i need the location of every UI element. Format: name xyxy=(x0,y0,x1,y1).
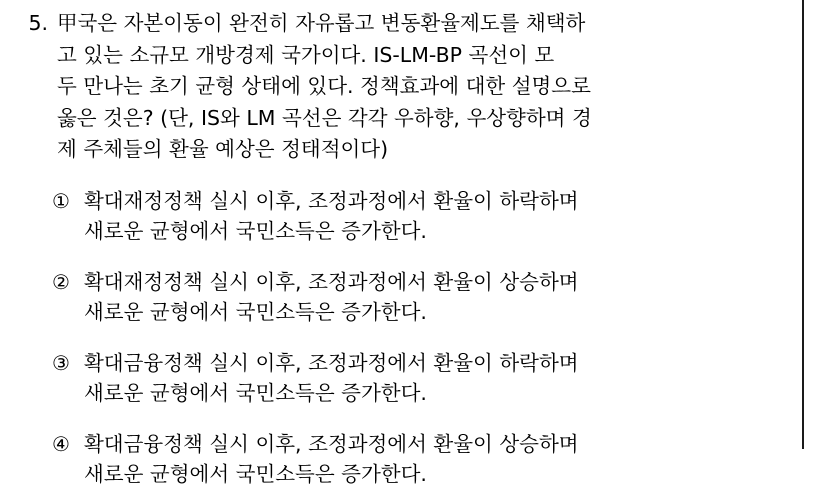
choice-3-line-1: 확대금융정책 실시 이후, 조정과정에서 환율이 하락하며 xyxy=(84,351,579,375)
choice-2-line-1: 확대재정정책 실시 이후, 조정과정에서 환율이 상승하며 xyxy=(84,270,579,294)
question-row xyxy=(14,8,786,166)
question-number: 5. xyxy=(28,11,48,35)
choice-marker-4: ④ xyxy=(52,432,70,456)
choice-option-3[interactable] xyxy=(52,348,786,408)
choice-4-line-1: 확대금융정책 실시 이후, 조정과정에서 환율이 상승하며 xyxy=(84,432,579,456)
question-line-2: 고 있는 소규모 개방경제 국가이다. IS-LM-BP 곡선이 모 xyxy=(57,42,555,67)
question-line-5: 제 주체들의 환율 예상은 정태적이다) xyxy=(57,137,389,161)
question-line-3: 두 만나는 초기 균형 상태에 있다. 정책효과에 대한 설명으로 xyxy=(57,74,591,98)
choice-marker-3: ③ xyxy=(52,351,70,375)
choice-option-2[interactable] xyxy=(52,267,786,327)
choice-marker-1: ① xyxy=(52,189,70,213)
choice-text-2 xyxy=(78,267,786,327)
choice-list xyxy=(52,186,786,489)
question-text xyxy=(48,8,786,166)
choice-1-line-2: 새로운 균형에서 국민소득은 증가한다. xyxy=(84,219,427,243)
choice-text-1 xyxy=(78,186,786,246)
choice-text-3 xyxy=(78,348,786,408)
choice-option-1[interactable] xyxy=(52,186,786,246)
question-block xyxy=(14,8,786,166)
choice-option-4[interactable] xyxy=(52,429,786,489)
choice-3-line-2: 새로운 균형에서 국민소득은 증가한다. xyxy=(84,381,427,405)
choice-1-line-1: 확대재정정책 실시 이후, 조정과정에서 환율이 하락하며 xyxy=(84,189,579,213)
choice-4-line-2: 새로운 균형에서 국민소득은 증가한다. xyxy=(84,462,427,486)
question-line-4: 옳은 것은? (단, IS와 LM 곡선은 각각 우하향, 우상향하며 경 xyxy=(57,105,592,130)
choice-text-4 xyxy=(78,429,786,489)
question-line-1: 甲국은 자본이동이 완전히 자유롭고 변동환율제도를 채택하 xyxy=(57,11,586,35)
choice-2-line-2: 새로운 균형에서 국민소득은 증가한다. xyxy=(84,300,427,324)
choice-marker-2: ② xyxy=(52,270,70,294)
